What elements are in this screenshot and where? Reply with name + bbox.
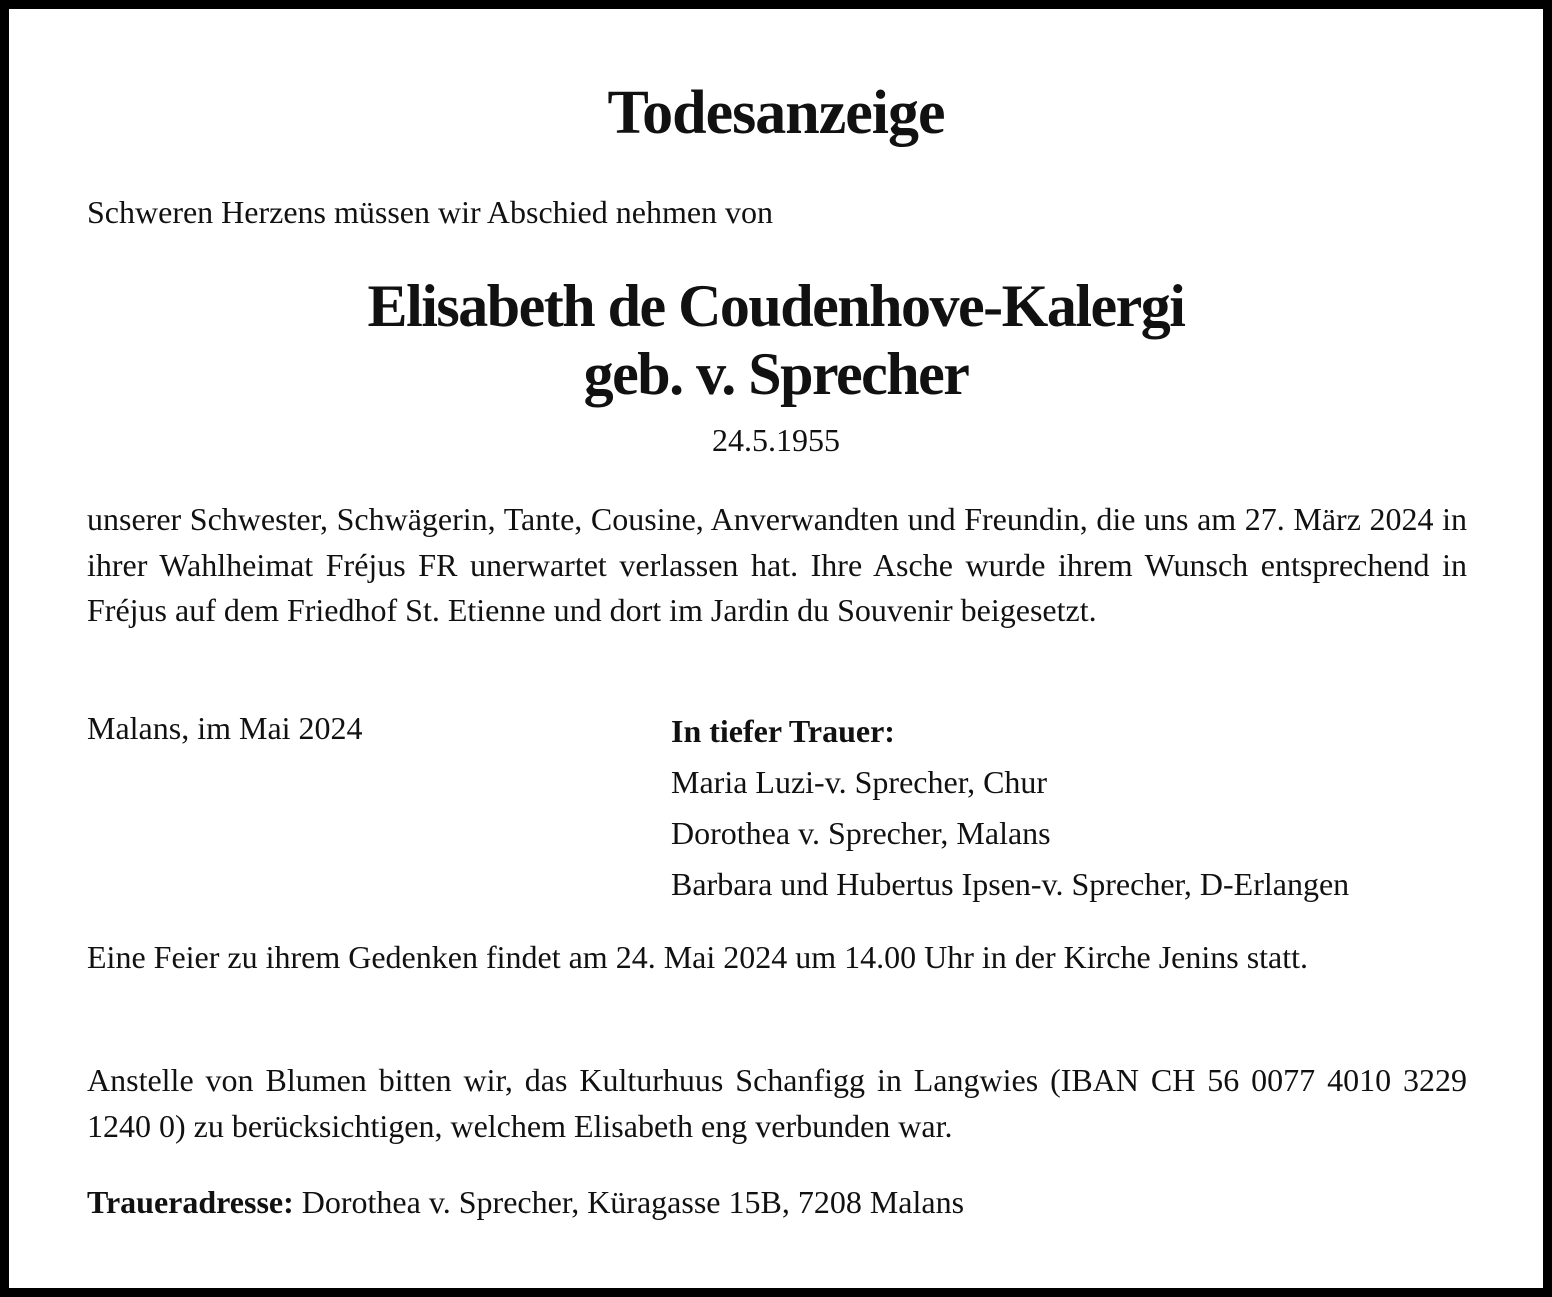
mourning-address xyxy=(87,1180,964,1225)
body-paragraph: unserer Schwester, Schwägerin, Tante, Cousine, Anverwandten und Freundin, die uns am 27. März 2024 in ihrer Wahlheimat Fréjus FR unerwartet verlassen hat. Ihre Asche wurde ihrem Wunsch entsprechend in Fréjus auf dem Friedhof St. Etienne und dort im Jardin du Souvenir beigesetzt. xyxy=(87,501,1467,628)
mourner-item: Dorothea v. Sprecher, Malans xyxy=(671,815,1051,851)
deceased-maiden-name: geb. v. Sprecher xyxy=(583,341,969,407)
mourners-block xyxy=(671,706,1349,910)
donation-paragraph: Anstelle von Blumen bitten wir, das Kulturhuus Schanfigg in Langwies (IBAN CH 56 0077 4010 3229 1240 0) zu berücksichtigen, welchem Elisabeth eng verbunden war. xyxy=(87,1062,1467,1144)
memorial-paragraph: Eine Feier zu ihrem Gedenken findet am 24. Mai 2024 um 14.00 Uhr in der Kirche Jenins statt. xyxy=(87,939,1309,975)
address-value: Dorothea v. Sprecher, Küragasse 15B, 7208 Malans xyxy=(293,1184,965,1220)
notice-title: Todesanzeige xyxy=(607,79,945,147)
mourner-item: Barbara und Hubertus Ipsen-v. Sprecher, D-Erlangen xyxy=(671,866,1350,902)
place-date: Malans, im Mai 2024 xyxy=(87,710,363,746)
mourner-item: Maria Luzi-v. Sprecher, Chur xyxy=(671,764,1048,800)
deceased-name-line1: Elisabeth de Coudenhove-Kalergi xyxy=(367,273,1185,339)
birth-date: 24.5.1955 xyxy=(712,422,840,458)
intro-text: Schweren Herzens müssen wir Abschied nehmen von xyxy=(87,194,774,230)
mourners-heading: In tiefer Trauer: xyxy=(671,713,895,749)
address-label: Traueradresse: xyxy=(87,1184,294,1220)
deceased-name xyxy=(0,272,1552,408)
